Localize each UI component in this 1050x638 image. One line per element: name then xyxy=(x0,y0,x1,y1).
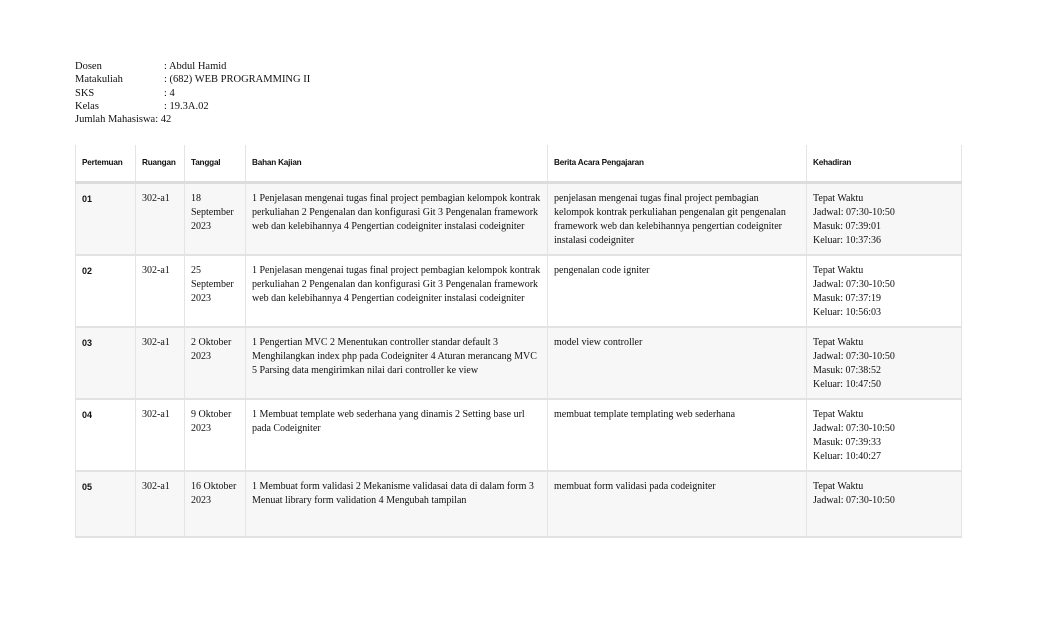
cell-ruangan: 302-a1 xyxy=(136,183,185,256)
info-dosen xyxy=(75,60,310,73)
cell-ruangan: 302-a1 xyxy=(136,399,185,471)
kehadiran-jadwal: Jadwal: 07:30-10:50 xyxy=(813,207,895,218)
info-label: Kelas xyxy=(75,100,99,112)
table-row xyxy=(76,399,962,471)
cell-tanggal: 16 Oktober 2023 xyxy=(185,471,246,537)
kehadiran-masuk: Masuk: 07:38:52 xyxy=(813,365,882,376)
table-header-row xyxy=(76,145,962,183)
info-label: Matakuliah xyxy=(75,74,123,86)
kehadiran-masuk: Masuk: 07:37:19 xyxy=(813,293,882,304)
info-label: Jumlah Mahasiswa xyxy=(75,114,156,126)
cell-bahan-kajian: 1 Membuat template web sederhana yang dinamis 2 Setting base url pada Codeigniter xyxy=(246,399,548,471)
cell-bahan-kajian: 1 Pengertian MVC 2 Menentukan controller standar default 3 Menghilangkan index php pada Codeigniter 4 Aturan merancang MVC 5 Parsing data mengirimkan nilai dari controller ke view xyxy=(246,327,548,399)
cell-ruangan: 302-a1 xyxy=(136,327,185,399)
header-pertemuan: Pertemuan xyxy=(76,145,136,183)
kehadiran-keluar: Keluar: 10:56:03 xyxy=(813,307,882,318)
table-row xyxy=(76,471,962,537)
table-row xyxy=(76,327,962,399)
info-value: : 4 xyxy=(164,87,175,99)
cell-kehadiran xyxy=(807,255,962,327)
kehadiran-keluar: Keluar: 10:40:27 xyxy=(813,451,882,462)
kehadiran-status: Tepat Waktu xyxy=(813,265,864,276)
cell-ruangan: 302-a1 xyxy=(136,255,185,327)
course-info xyxy=(75,60,310,126)
cell-kehadiran xyxy=(807,327,962,399)
info-sks xyxy=(75,87,310,100)
cell-berita-acara: membuat form validasi pada codeigniter xyxy=(548,471,807,537)
kehadiran-status: Tepat Waktu xyxy=(813,337,864,348)
kehadiran-masuk: Masuk: 07:39:33 xyxy=(813,437,882,448)
cell-tanggal: 2 Oktober 2023 xyxy=(185,327,246,399)
cell-pertemuan: 05 xyxy=(76,471,136,537)
cell-tanggal: 18 September 2023 xyxy=(185,183,246,256)
kehadiran-status: Tepat Waktu xyxy=(813,481,864,492)
info-matakuliah xyxy=(75,73,310,86)
cell-berita-acara: model view controller xyxy=(548,327,807,399)
attendance-table xyxy=(75,145,962,538)
cell-berita-acara: membuat template templating web sederhana xyxy=(548,399,807,471)
table-row xyxy=(76,255,962,327)
header-kehadiran: Kehadiran xyxy=(807,145,962,183)
info-value: : 42 xyxy=(155,114,172,126)
kehadiran-keluar: Keluar: 10:47:50 xyxy=(813,379,882,390)
header-ruangan: Ruangan xyxy=(136,145,185,183)
kehadiran-jadwal: Jadwal: 07:30-10:50 xyxy=(813,495,895,506)
cell-pertemuan: 04 xyxy=(76,399,136,471)
table-row xyxy=(76,183,962,256)
cell-kehadiran xyxy=(807,399,962,471)
info-kelas xyxy=(75,100,310,113)
header-tanggal: Tanggal xyxy=(185,145,246,183)
kehadiran-jadwal: Jadwal: 07:30-10:50 xyxy=(813,423,895,434)
cell-bahan-kajian: 1 Penjelasan mengenai tugas final project pembagian kelompok kontrak perkuliahan 2 Pengenalan dan konfigurasi Git 3 Pengenalan framework web dan kelebihannya 4 Pengertian codeigniter instalasi codeigniter xyxy=(246,183,548,256)
info-value: : 19.3A.02 xyxy=(164,100,209,112)
cell-pertemuan: 03 xyxy=(76,327,136,399)
info-value: : (682) WEB PROGRAMMING II xyxy=(164,74,311,86)
cell-kehadiran xyxy=(807,471,962,537)
attendance-table-wrapper xyxy=(75,145,961,538)
info-label: Dosen xyxy=(75,61,102,72)
cell-ruangan: 302-a1 xyxy=(136,471,185,537)
cell-pertemuan: 01 xyxy=(76,183,136,256)
header-berita-acara: Berita Acara Pengajaran xyxy=(548,145,807,183)
cell-pertemuan: 02 xyxy=(76,255,136,327)
info-label: SKS xyxy=(75,87,95,99)
kehadiran-status: Tepat Waktu xyxy=(813,193,864,204)
cell-bahan-kajian: 1 Membuat form validasi 2 Mekanisme validasai data di dalam form 3 Menuat library form validation 4 Mengubah tampilan xyxy=(246,471,548,537)
info-value: : Abdul Hamid xyxy=(164,61,227,72)
kehadiran-jadwal: Jadwal: 07:30-10:50 xyxy=(813,351,895,362)
kehadiran-masuk: Masuk: 07:39:01 xyxy=(813,221,882,232)
cell-berita-acara: penjelasan mengenai tugas final project pembagian kelompok kontrak perkuliahan pengenalan git pengenalan framework web dan kelebihannya pengertian codeigniter instalasi codeigniter xyxy=(548,183,807,256)
kehadiran-jadwal: Jadwal: 07:30-10:50 xyxy=(813,279,895,290)
cell-tanggal: 9 Oktober 2023 xyxy=(185,399,246,471)
cell-berita-acara: pengenalan code igniter xyxy=(548,255,807,327)
cell-kehadiran xyxy=(807,183,962,256)
cell-tanggal: 25 September 2023 xyxy=(185,255,246,327)
kehadiran-keluar: Keluar: 10:37:36 xyxy=(813,235,882,246)
info-jumlah xyxy=(75,113,310,126)
kehadiran-status: Tepat Waktu xyxy=(813,409,864,420)
cell-bahan-kajian: 1 Penjelasan mengenai tugas final project pembagian kelompok kontrak perkuliahan 2 Pengenalan dan konfigurasi Git 3 Pengenalan framework web dan kelebihannya 4 Pengertian codeigniter instalasi codeigniter xyxy=(246,255,548,327)
header-bahan-kajian: Bahan Kajian xyxy=(246,145,548,183)
